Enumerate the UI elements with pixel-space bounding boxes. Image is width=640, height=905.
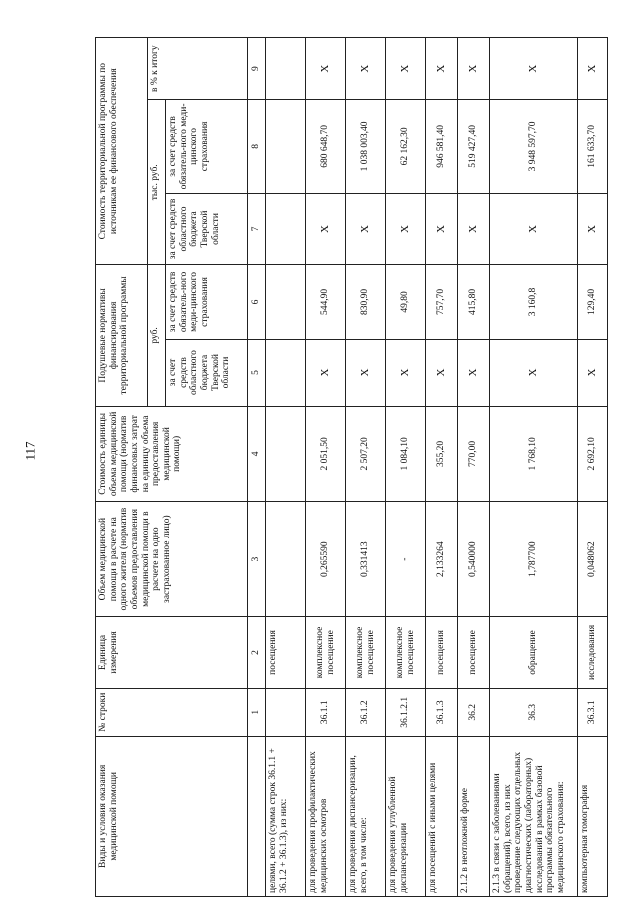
row-unit: посещения bbox=[266, 617, 306, 689]
index-cell: 4 bbox=[248, 406, 266, 502]
row-unit: посещения bbox=[426, 617, 458, 689]
header-unit-cost: Стоимость единицы объема медицинской помощи (норматив финансовых затрат на единицу объема предоставления медицинской помощи) bbox=[96, 406, 248, 502]
row-volume: 0,265590 bbox=[306, 502, 346, 617]
row-pc-regional: X bbox=[426, 339, 458, 406]
index-cell: 9 bbox=[248, 38, 266, 100]
row-volume: 0,331413 bbox=[346, 502, 386, 617]
row-line: 36.1.2 bbox=[346, 688, 386, 736]
row-tc-regional: X bbox=[306, 193, 346, 265]
row-pc-oms: 49,80 bbox=[386, 265, 426, 339]
row-pc-oms bbox=[266, 265, 306, 339]
row-cost: 2 692,10 bbox=[578, 406, 608, 502]
header-tc-oms: за счет средств обязатель-ного меди-цинского страхования bbox=[166, 100, 248, 193]
row-pc-regional: X bbox=[458, 339, 490, 406]
table-row bbox=[458, 38, 490, 897]
row-tc-regional bbox=[266, 193, 306, 265]
row-cost: 1 768,10 bbox=[490, 406, 578, 502]
row-tc-oms: 680 648,70 bbox=[306, 100, 346, 193]
row-volume: 0,048062 bbox=[578, 502, 608, 617]
row-tc-regional: X bbox=[578, 193, 608, 265]
row-pct: X bbox=[490, 38, 578, 100]
column-index-row bbox=[248, 38, 266, 897]
row-kind: для проведения углубленной диспансеризации bbox=[386, 736, 426, 896]
row-kind: 2.1.3 в связи с заболеваниями (обращений), всего, из них проведение следующих отдельных диагностических (лабораторных) исследований в рамках базовой программы обязательного медицинского страхования: bbox=[490, 736, 578, 896]
row-pct: X bbox=[426, 38, 458, 100]
header-pc-oms: за счет средств обязатель-ного меди-цинского страхования bbox=[166, 265, 248, 339]
row-unit: обращение bbox=[490, 617, 578, 689]
row-line: 36.1.1 bbox=[306, 688, 346, 736]
row-kind: для посещений с иными целями bbox=[426, 736, 458, 896]
row-line: 36.1.2.1 bbox=[386, 688, 426, 736]
index-cell: 5 bbox=[248, 339, 266, 406]
row-tc-oms: 519 427,40 bbox=[458, 100, 490, 193]
row-pct: X bbox=[578, 38, 608, 100]
row-pc-oms: 129,40 bbox=[578, 265, 608, 339]
row-cost: 2 051,50 bbox=[306, 406, 346, 502]
row-kind: целями, всего (сумма строк 36.1.1 + 36.1.2 + 36.1.3), из них: bbox=[266, 736, 306, 896]
row-pc-oms: 830,90 bbox=[346, 265, 386, 339]
row-tc-oms: 946 581,40 bbox=[426, 100, 458, 193]
header-kind: Виды и условия оказания медицинской помощи bbox=[96, 736, 248, 896]
rotated-table-container bbox=[95, 37, 599, 897]
row-volume: - bbox=[386, 502, 426, 617]
row-tc-regional: X bbox=[386, 193, 426, 265]
index-cell: 3 bbox=[248, 502, 266, 617]
row-line: 36.3 bbox=[490, 688, 578, 736]
row-cost: 1 084,10 bbox=[386, 406, 426, 502]
header-tc-regional: за счет средств областного бюджета Тверской области bbox=[166, 193, 248, 265]
header-pc-regional: за счет средств областного бюджета Тверской области bbox=[166, 339, 248, 406]
row-pc-regional: X bbox=[346, 339, 386, 406]
header-program-cost: Стоимость территориальной программы по источникам ее финансового обеспечения bbox=[96, 38, 148, 265]
row-volume: 0,540000 bbox=[458, 502, 490, 617]
table-row bbox=[266, 38, 306, 897]
row-line bbox=[266, 688, 306, 736]
header-unit-thous-rub: тыс. руб. bbox=[148, 100, 166, 265]
row-pc-regional: X bbox=[306, 339, 346, 406]
table-row bbox=[346, 38, 386, 897]
row-pc-oms: 415,80 bbox=[458, 265, 490, 339]
header-line-number: № строки bbox=[96, 688, 248, 736]
row-pct: X bbox=[386, 38, 426, 100]
row-pc-regional bbox=[266, 339, 306, 406]
row-unit: исследования bbox=[578, 617, 608, 689]
header-unit: Единица измерения bbox=[96, 617, 248, 689]
row-unit: комплексное посещение bbox=[386, 617, 426, 689]
row-pct: X bbox=[458, 38, 490, 100]
row-tc-oms: 62 162,30 bbox=[386, 100, 426, 193]
table-row bbox=[578, 38, 608, 897]
row-volume bbox=[266, 502, 306, 617]
row-pc-regional: X bbox=[386, 339, 426, 406]
page-number-text: 117 bbox=[22, 441, 38, 461]
row-pc-regional: X bbox=[490, 339, 578, 406]
header-volume: Объем медицинской помощи в расчете на одного жителя (норматив объемов предоставления медицинской помощи в расчете на одно застрахованное лицо) bbox=[96, 502, 248, 617]
row-tc-regional: X bbox=[346, 193, 386, 265]
row-tc-oms: 161 633,70 bbox=[578, 100, 608, 193]
table-row bbox=[490, 38, 578, 897]
row-kind: 2.1.2 в неотложной форме bbox=[458, 736, 490, 896]
row-unit: комплексное посещение bbox=[346, 617, 386, 689]
header-unit-rub: руб. bbox=[148, 265, 166, 406]
row-tc-oms bbox=[266, 100, 306, 193]
row-volume: 1,787700 bbox=[490, 502, 578, 617]
index-cell: 1 bbox=[248, 688, 266, 736]
row-pc-oms: 757,70 bbox=[426, 265, 458, 339]
index-cell: 6 bbox=[248, 265, 266, 339]
row-pct: X bbox=[346, 38, 386, 100]
row-tc-regional: X bbox=[490, 193, 578, 265]
financing-table bbox=[95, 37, 608, 897]
header-pct-total: в % к итогу bbox=[148, 38, 248, 100]
index-cell bbox=[248, 736, 266, 896]
row-tc-oms: 1 038 003,40 bbox=[346, 100, 386, 193]
row-line: 36.1.3 bbox=[426, 688, 458, 736]
row-pct: X bbox=[306, 38, 346, 100]
table-row bbox=[306, 38, 346, 897]
index-cell: 8 bbox=[248, 100, 266, 193]
row-kind: для проведения диспансеризации, всего, в том числе: bbox=[346, 736, 386, 896]
row-volume: 2,133264 bbox=[426, 502, 458, 617]
row-cost: 2 507,20 bbox=[346, 406, 386, 502]
row-pct bbox=[266, 38, 306, 100]
row-kind: компьютерная томография bbox=[578, 736, 608, 896]
row-cost: 355,20 bbox=[426, 406, 458, 502]
page-number bbox=[22, 441, 66, 468]
index-cell: 2 bbox=[248, 617, 266, 689]
row-cost bbox=[266, 406, 306, 502]
row-line: 36.3.1 bbox=[578, 688, 608, 736]
row-tc-regional: X bbox=[458, 193, 490, 265]
row-pc-oms: 3 160,8 bbox=[490, 265, 578, 339]
header-per-capita: Подушевые нормативы финансирования территориальной программы bbox=[96, 265, 148, 406]
row-pc-regional: X bbox=[578, 339, 608, 406]
row-unit: посещение bbox=[458, 617, 490, 689]
table-row bbox=[386, 38, 426, 897]
row-kind: для проведения профилактических медицинских осмотров bbox=[306, 736, 346, 896]
row-tc-regional: X bbox=[426, 193, 458, 265]
row-unit: комплексное посещение bbox=[306, 617, 346, 689]
row-cost: 770,00 bbox=[458, 406, 490, 502]
index-cell: 7 bbox=[248, 193, 266, 265]
row-pc-oms: 544,90 bbox=[306, 265, 346, 339]
row-tc-oms: 3 948 597,70 bbox=[490, 100, 578, 193]
table-row bbox=[426, 38, 458, 897]
row-line: 36.2 bbox=[458, 688, 490, 736]
